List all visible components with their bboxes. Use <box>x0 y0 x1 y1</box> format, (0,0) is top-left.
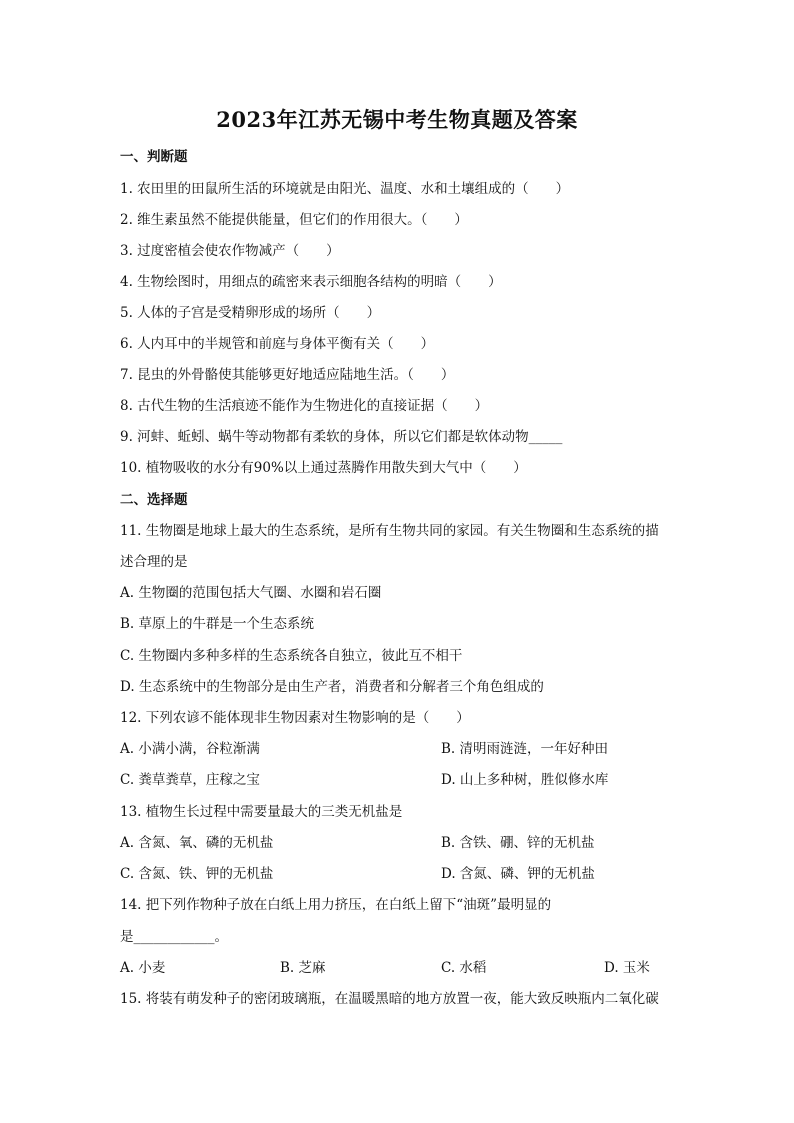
question-14-option-a: A. 小麦 <box>120 960 166 976</box>
question-14-option-d: D. 玉米 <box>604 960 650 976</box>
question-12-option-a: A. 小满小满，谷粒渐满 <box>120 741 260 757</box>
question-14-option-c: C. 水稻 <box>441 960 487 976</box>
question-9: 9. 河蚌、蚯蚓、蜗牛等动物都有柔软的身体，所以它们都是软体动物_____ <box>120 429 563 445</box>
question-4: 4. 生物绘图时，用细点的疏密来表示细胞各结构的明暗（ ） <box>120 274 502 290</box>
section-heading-judgment: 一、判断题 <box>120 149 188 165</box>
question-10: 10. 植物吸收的水分有90%以上通过蒸腾作用散失到大气中（ ） <box>120 460 527 476</box>
question-11-option-c: C. 生物圈内多种多样的生态系统各自独立，彼此互不相干 <box>120 648 463 664</box>
question-14-stem-cont: 是____________。 <box>120 929 228 945</box>
question-13-option-d: D. 含氮、磷、钾的无机盐 <box>441 866 595 882</box>
question-14-stem: 14. 把下列作物种子放在白纸上用力挤压，在白纸上留下“油斑”最明显的 <box>120 897 552 913</box>
question-11-option-a: A. 生物圈的范围包括大气圈、水圈和岩石圈 <box>120 585 382 601</box>
question-1: 1. 农田里的田鼠所生活的环境就是由阳光、温度、水和土壤组成的（ ） <box>120 181 570 197</box>
question-11-option-d: D. 生态系统中的生物部分是由生产者，消费者和分解者三个角色组成的 <box>120 679 544 695</box>
question-13-option-b: B. 含铁、硼、锌的无机盐 <box>441 835 595 851</box>
question-13-stem: 13. 植物生长过程中需要量最大的三类无机盐是 <box>120 804 403 820</box>
question-7: 7. 昆虫的外骨骼使其能够更好地适应陆地生活。（ ） <box>120 367 455 383</box>
question-11-option-b: B. 草原上的牛群是一个生态系统 <box>120 616 315 632</box>
question-14-option-b: B. 芝麻 <box>280 960 326 976</box>
question-6: 6. 人内耳中的半规管和前庭与身体平衡有关（ ） <box>120 336 435 352</box>
question-13-option-a: A. 含氮、氧、磷的无机盐 <box>120 835 274 851</box>
question-3: 3. 过度密植会使农作物减产（ ） <box>120 243 340 259</box>
question-11-stem-cont: 述合理的是 <box>120 554 188 570</box>
question-12-option-d: D. 山上多种树，胜似修水库 <box>441 772 609 788</box>
question-11-stem: 11. 生物圈是地球上最大的生态系统，是所有生物共同的家园。有关生物圈和生态系统的描 <box>120 523 659 539</box>
question-2: 2. 维生素虽然不能提供能量，但它们的作用很大。（ ） <box>120 212 468 228</box>
section-heading-choice: 二、选择题 <box>120 492 188 508</box>
question-12-option-b: B. 清明雨涟涟，一年好种田 <box>441 741 609 757</box>
page-title: 2023年江苏无锡中考生物真题及答案 <box>216 107 578 132</box>
question-12-option-c: C. 粪草粪草，庄稼之宝 <box>120 772 260 788</box>
question-12-stem: 12. 下列农谚不能体现非生物因素对生物影响的是（ ） <box>120 710 470 726</box>
question-13-option-c: C. 含氮、铁、钾的无机盐 <box>120 866 274 882</box>
question-5: 5. 人体的子宫是受精卵形成的场所（ ） <box>120 305 381 321</box>
question-15-stem: 15. 将装有萌发种子的密闭玻璃瓶，在温暖黑暗的地方放置一夜，能大致反映瓶内二氧化碳 <box>120 991 659 1007</box>
question-8: 8. 古代生物的生活痕迹不能作为生物进化的直接证据（ ） <box>120 398 489 414</box>
